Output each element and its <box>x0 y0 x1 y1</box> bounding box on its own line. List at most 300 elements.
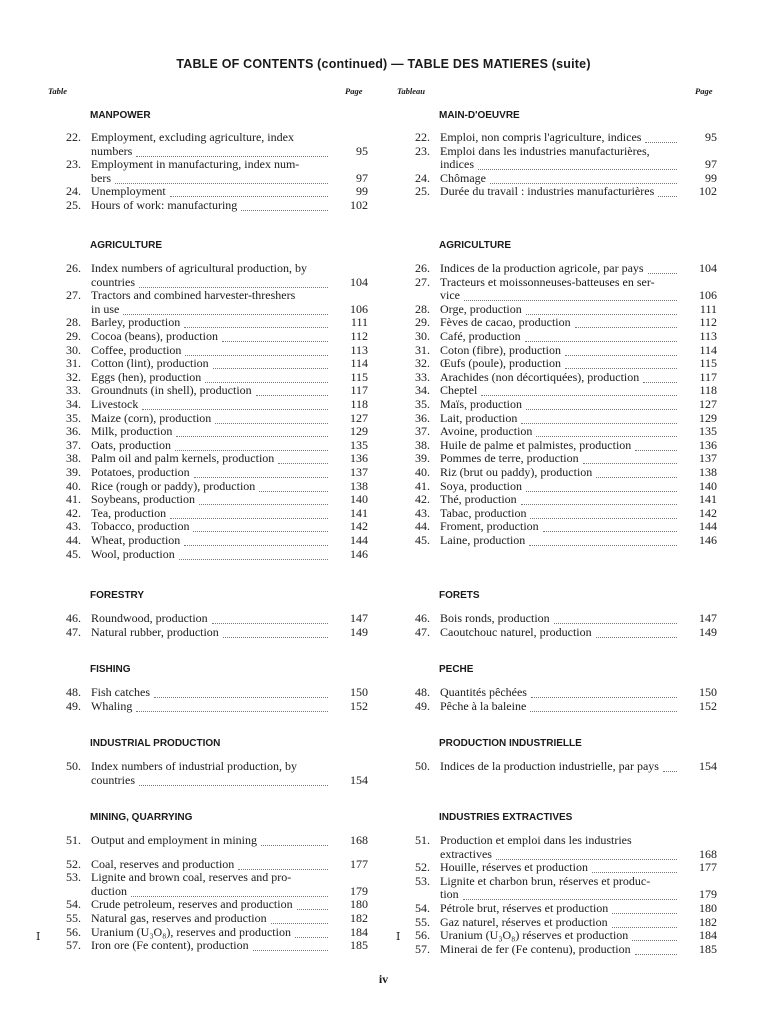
entry-number: 57. <box>415 941 430 956</box>
dot-leader <box>526 491 677 492</box>
entry-title: Thé, production <box>440 492 517 507</box>
entry-title: Eggs (hen), production <box>91 369 202 384</box>
toc-entry[interactable] <box>55 700 368 714</box>
entry-page: 137 <box>699 451 717 466</box>
toc-entry[interactable] <box>404 943 717 957</box>
entry-title: Maize (corn), production <box>91 410 212 425</box>
dot-leader <box>658 196 677 197</box>
toc-entry[interactable] <box>404 700 717 714</box>
entry-page: 177 <box>699 860 717 875</box>
dot-leader <box>223 637 328 638</box>
toc-entry[interactable] <box>55 344 368 358</box>
toc-entry[interactable] <box>55 480 368 494</box>
toc-entry[interactable] <box>404 131 717 145</box>
toc-entry[interactable] <box>55 686 368 700</box>
entry-page: 102 <box>699 184 717 199</box>
dot-leader <box>139 785 328 786</box>
toc-entry[interactable] <box>404 466 717 480</box>
toc-entry[interactable] <box>404 276 717 303</box>
entry-page: 136 <box>699 437 717 452</box>
entry-number: 54. <box>66 897 81 912</box>
entry-page: 140 <box>350 492 368 507</box>
entry-page: 113 <box>350 342 368 357</box>
toc-entry[interactable] <box>404 303 717 317</box>
entry-number: 36. <box>415 410 430 425</box>
dot-leader <box>259 491 328 492</box>
dot-leader <box>478 169 677 170</box>
entry-number: 49. <box>415 698 430 713</box>
entry-page: 184 <box>699 928 717 943</box>
entry-number: 39. <box>66 465 81 479</box>
dot-leader <box>212 623 328 624</box>
entry-title: Barley, production <box>91 315 181 330</box>
dot-leader <box>635 450 677 451</box>
entry-title: Durée du travail : industries manufacturières <box>440 184 655 199</box>
toc-entry[interactable] <box>55 452 368 466</box>
dot-leader <box>575 327 677 328</box>
entry-number: 48. <box>66 685 81 699</box>
entry-page: 138 <box>699 465 717 479</box>
entry-title: Natural rubber, production <box>91 624 219 639</box>
entry-number: 26. <box>415 261 430 275</box>
entry-title: Minerai de fer (Fe contenu), production <box>440 941 631 956</box>
toc-entry[interactable] <box>404 834 717 861</box>
dot-leader <box>632 940 677 941</box>
toc-entry[interactable] <box>404 262 717 276</box>
entry-title: Employment in manufacturing, index num- <box>91 157 300 172</box>
entry-title: Maïs, production <box>440 397 522 411</box>
entry-title: Gaz naturel, réserves et production <box>440 914 608 929</box>
entry-page: 129 <box>699 410 717 425</box>
entry-number: 39. <box>415 451 430 466</box>
toc-entry[interactable] <box>404 172 717 186</box>
dot-leader <box>271 923 328 924</box>
entry-title: Natural gas, reserves and production <box>91 911 267 925</box>
dot-leader <box>170 518 328 519</box>
toc-entry[interactable] <box>404 507 717 521</box>
entry-number: 52. <box>415 860 430 875</box>
toc-entry[interactable] <box>55 131 368 158</box>
entry-title: Output and employment in mining <box>91 833 257 847</box>
entry-page: 185 <box>350 938 368 953</box>
entry-number: 40. <box>415 465 430 479</box>
toc-entry[interactable] <box>404 520 717 534</box>
entry-title: Potatoes, production <box>91 465 190 479</box>
entry-number: 24. <box>415 170 430 185</box>
entry-page: 152 <box>699 698 717 713</box>
page-column-label-fr: Page <box>695 86 713 96</box>
entry-page: 152 <box>350 698 368 713</box>
entry-number: 51. <box>415 833 430 847</box>
entry-number: 32. <box>415 356 430 371</box>
entry-page: 144 <box>699 519 717 534</box>
entry-page: 154 <box>699 759 717 773</box>
entry-page: 118 <box>350 397 368 411</box>
entry-number: 37. <box>415 424 430 439</box>
entry-page: 106 <box>699 288 717 303</box>
entry-title: Tracteurs et moissonneuses-batteuses en ser- <box>440 274 655 289</box>
section-title-manpower: MAIN-D'OEUVRE <box>439 110 520 121</box>
entry-number: 33. <box>66 383 81 398</box>
entry-title: bers <box>91 170 111 185</box>
dot-leader <box>184 545 328 546</box>
entry-page: 99 <box>705 170 717 185</box>
entry-title: Houille, réserves et production <box>440 860 588 875</box>
section-title-manpower: MANPOWER <box>90 110 151 121</box>
entry-number: 23. <box>415 143 430 158</box>
entry-title: Indices de la production industrielle, par pays <box>440 759 659 773</box>
entry-title: extractives <box>440 846 492 861</box>
tableau-column-label: Tableau <box>397 86 426 96</box>
entry-number: 29. <box>415 315 430 330</box>
toc-entry[interactable] <box>404 534 717 548</box>
entry-page: 146 <box>350 546 368 561</box>
dot-leader <box>136 711 328 712</box>
toc-entry[interactable] <box>55 262 368 289</box>
entry-title: Hours of work: manufacturing <box>91 198 238 212</box>
entry-number: 29. <box>66 329 81 343</box>
toc-entry[interactable] <box>404 412 717 426</box>
entry-page: 111 <box>699 301 717 316</box>
entry-number: 40. <box>66 478 81 493</box>
toc-entry[interactable] <box>55 398 368 412</box>
entry-title: Tea, production <box>91 505 167 520</box>
entry-number: 44. <box>66 533 81 547</box>
entry-page: 182 <box>350 911 368 925</box>
entry-page: 102 <box>350 198 368 212</box>
entry-page: 129 <box>350 424 368 439</box>
section-title-fishing: PECHE <box>439 664 474 675</box>
dot-leader <box>531 697 677 698</box>
toc-entry[interactable] <box>55 199 368 213</box>
entry-title: Tractors and combined harvester-threshers <box>91 288 296 303</box>
section-title-industrial: PRODUCTION INDUSTRIELLE <box>439 738 582 749</box>
entry-number: 48. <box>415 685 430 699</box>
toc-entry[interactable] <box>404 425 717 439</box>
toc-entry[interactable] <box>55 425 368 439</box>
toc-entry[interactable] <box>404 875 717 902</box>
entry-page: 149 <box>350 624 368 639</box>
toc-entry[interactable] <box>55 384 368 398</box>
toc-entry[interactable] <box>404 330 717 344</box>
entry-page: 135 <box>699 424 717 439</box>
toc-entry[interactable] <box>55 898 368 912</box>
toc-entry[interactable] <box>55 158 368 185</box>
toc-entry[interactable] <box>55 466 368 480</box>
toc-entry[interactable] <box>55 834 368 848</box>
entry-page: 180 <box>350 897 368 912</box>
section-title-industrial: INDUSTRIAL PRODUCTION <box>90 738 221 749</box>
entry-title: Froment, production <box>440 519 539 534</box>
entry-page: 111 <box>350 315 368 330</box>
toc-entry[interactable] <box>55 316 368 330</box>
entry-title: Bois ronds, production <box>440 611 550 625</box>
entry-title: Orge, production <box>440 301 522 316</box>
entry-number: 27. <box>66 288 81 303</box>
entry-title: countries <box>91 772 135 787</box>
entry-number: 52. <box>66 856 81 871</box>
entry-title: Pêche à la baleine <box>440 698 527 713</box>
toc-entry[interactable] <box>55 760 368 787</box>
entry-title: Wool, production <box>91 546 175 561</box>
toc-entry[interactable] <box>404 612 717 626</box>
entry-number: 42. <box>66 505 81 520</box>
entry-number: 30. <box>66 342 81 357</box>
entry-page: 140 <box>699 478 717 493</box>
section-title-mining: MINING, QUARRYING <box>90 812 193 823</box>
entry-title: Tobacco, production <box>91 519 190 534</box>
dot-leader <box>521 504 677 505</box>
dot-leader <box>596 477 677 478</box>
dot-leader <box>635 954 677 955</box>
entry-number: 35. <box>415 397 430 411</box>
entry-page: 115 <box>350 369 368 384</box>
toc-entry[interactable] <box>404 357 717 371</box>
dot-leader <box>261 845 328 846</box>
entry-page: 138 <box>350 478 368 493</box>
entry-page: 137 <box>350 465 368 479</box>
entry-number: 34. <box>66 397 81 411</box>
entry-page: 144 <box>350 533 368 547</box>
entry-page: 97 <box>356 170 368 185</box>
entry-title: Roundwood, production <box>91 611 208 625</box>
dot-leader <box>176 436 328 437</box>
page-title: TABLE OF CONTENTS (continued) — TABLE DES MATIERES (suite) <box>176 57 591 71</box>
dot-leader <box>295 937 328 938</box>
entry-number: 32. <box>66 369 81 384</box>
toc-entry[interactable] <box>55 493 368 507</box>
entry-number: 35. <box>66 410 81 425</box>
entry-number: 42. <box>415 492 430 507</box>
toc-entry[interactable] <box>55 330 368 344</box>
dot-leader <box>530 711 677 712</box>
toc-entry[interactable] <box>55 534 368 548</box>
entry-page: 95 <box>356 143 368 158</box>
toc-entry[interactable] <box>404 760 717 774</box>
entry-number: 43. <box>66 519 81 534</box>
dot-leader <box>222 341 328 342</box>
dot-leader <box>278 463 328 464</box>
entry-page: 146 <box>699 533 717 547</box>
entry-title: vice <box>440 288 460 303</box>
toc-entry[interactable] <box>404 493 717 507</box>
entry-page: 135 <box>350 437 368 452</box>
toc-entry[interactable] <box>55 507 368 521</box>
dot-leader <box>530 518 677 519</box>
dot-leader <box>543 531 677 532</box>
toc-entry[interactable] <box>404 480 717 494</box>
entry-title: Cheptel <box>440 383 478 398</box>
entry-number: 41. <box>415 478 430 493</box>
entry-page: 114 <box>699 342 717 357</box>
entry-title: Pétrole brut, réserves et production <box>440 901 609 915</box>
entry-number: 57. <box>66 938 81 953</box>
entry-page: 104 <box>350 274 368 289</box>
entry-number: 30. <box>415 329 430 343</box>
toc-entry[interactable] <box>55 548 368 562</box>
entry-title: Huile de palme et palmistes, production <box>440 437 632 452</box>
section-title-fishing: FISHING <box>90 664 131 675</box>
toc-entry[interactable] <box>55 371 368 385</box>
entry-number: 22. <box>66 130 81 144</box>
toc-entry[interactable] <box>404 145 717 172</box>
dot-leader <box>199 504 328 505</box>
entry-number: 45. <box>415 533 430 547</box>
entry-title: Oats, production <box>91 437 171 452</box>
entry-number: 28. <box>66 315 81 330</box>
entry-title: Quantités pêchées <box>440 685 527 699</box>
toc-entry[interactable] <box>55 858 368 872</box>
dot-leader <box>554 623 677 624</box>
dot-leader <box>215 423 328 424</box>
toc-entry[interactable] <box>55 612 368 626</box>
toc-entry[interactable] <box>55 289 368 316</box>
entry-number: 46. <box>415 611 430 625</box>
dot-leader <box>583 463 677 464</box>
entry-page: 142 <box>699 505 717 520</box>
dot-leader <box>612 913 677 914</box>
entry-page: 154 <box>350 772 368 787</box>
dot-leader <box>213 368 328 369</box>
toc-entry[interactable] <box>404 344 717 358</box>
toc-entry[interactable] <box>55 439 368 453</box>
entry-title: Caoutchouc naturel, production <box>440 624 592 639</box>
page-number: iv <box>378 972 389 986</box>
entry-page: 113 <box>699 329 717 343</box>
entry-title: duction <box>91 883 127 898</box>
entry-title: Soya, production <box>440 478 522 493</box>
toc-entry[interactable] <box>404 371 717 385</box>
toc-entry[interactable] <box>55 357 368 371</box>
entry-title: Wheat, production <box>91 533 181 547</box>
entry-title: Employment, excluding agriculture, index <box>91 130 294 144</box>
toc-entry[interactable] <box>55 626 368 640</box>
dot-leader <box>179 559 328 560</box>
toc-entry[interactable] <box>55 412 368 426</box>
toc-entry[interactable] <box>55 926 368 940</box>
dot-leader <box>645 142 677 143</box>
entry-page: 141 <box>350 505 368 520</box>
entry-title: Emploi, non compris l'agriculture, indices <box>440 130 642 144</box>
entry-page: 149 <box>699 624 717 639</box>
entry-number: 53. <box>415 873 430 888</box>
dot-leader <box>525 341 677 342</box>
entry-title: Coal, reserves and production <box>91 856 235 871</box>
entry-title: Uranium (U₃O₈), reserves and production <box>91 924 291 939</box>
entry-page: 99 <box>356 184 368 199</box>
entry-number: 31. <box>415 342 430 357</box>
section-title-agriculture: AGRICULTURE <box>439 240 512 251</box>
entry-title: Palm oil and palm kernels, production <box>91 451 275 466</box>
entry-number: 47. <box>415 624 430 639</box>
toc-entry[interactable] <box>404 861 717 875</box>
toc-entry[interactable] <box>404 439 717 453</box>
dot-leader <box>596 637 677 638</box>
entry-page: 112 <box>699 315 717 330</box>
entry-page: 95 <box>705 130 717 144</box>
entry-number: 46. <box>66 611 81 625</box>
dot-leader <box>529 545 677 546</box>
toc-entry[interactable] <box>55 912 368 926</box>
toc-entry[interactable] <box>55 520 368 534</box>
entry-title: Pommes de terre, production <box>440 451 579 466</box>
entry-number: 37. <box>66 437 81 452</box>
entry-title: Indices de la production agricole, par pays <box>440 261 644 275</box>
entry-title: Cotton (lint), production <box>91 356 209 371</box>
entry-title: Whaling <box>91 698 133 713</box>
entry-page: 136 <box>350 451 368 466</box>
entry-page: 117 <box>699 369 717 384</box>
entry-number: 41. <box>66 492 81 507</box>
entry-title: Milk, production <box>91 424 173 439</box>
table-column-label: Table <box>48 86 68 96</box>
entry-number: 50. <box>66 759 81 773</box>
entry-page: 168 <box>350 833 368 847</box>
entry-number: 23. <box>66 157 81 172</box>
entry-page: 147 <box>699 611 717 625</box>
entry-number: 47. <box>66 624 81 639</box>
entry-title: Groundnuts (in shell), production <box>91 383 252 398</box>
toc-entry[interactable] <box>404 398 717 412</box>
entry-title: Lignite et charbon brun, réserves et produc- <box>440 873 651 888</box>
entry-page: 185 <box>699 941 717 956</box>
dot-leader <box>526 409 677 410</box>
entry-page: 150 <box>350 685 368 699</box>
entry-title: Cocoa (beans), production <box>91 329 218 343</box>
toc-entry[interactable] <box>404 929 717 943</box>
entry-page: 117 <box>350 383 368 398</box>
toc-entry[interactable] <box>55 871 368 898</box>
toc-entry[interactable] <box>55 185 368 199</box>
entry-title: Tabac, production <box>440 505 527 520</box>
entry-title: indices <box>440 157 474 172</box>
entry-page: 118 <box>699 383 717 398</box>
toc-entry[interactable] <box>404 316 717 330</box>
margin-mark: Ⅰ <box>36 931 41 943</box>
entry-title: Arachides (non décortiquées), production <box>440 369 640 384</box>
entry-page: 114 <box>350 356 368 371</box>
toc-entry[interactable] <box>404 902 717 916</box>
entry-number: 31. <box>66 356 81 371</box>
entry-page: 147 <box>350 611 368 625</box>
entry-number: 49. <box>66 698 81 713</box>
entry-number: 38. <box>66 451 81 466</box>
margin-mark-fr: Ⅰ <box>396 931 401 943</box>
dot-leader <box>643 382 677 383</box>
entry-number: 43. <box>415 505 430 520</box>
toc-entry[interactable] <box>404 686 717 700</box>
toc-entry[interactable] <box>55 939 368 953</box>
toc-entry[interactable] <box>404 384 717 398</box>
entry-page: 184 <box>350 924 368 939</box>
entry-page: 115 <box>699 356 717 371</box>
entry-title: Coffee, production <box>91 342 182 357</box>
entry-title: Production et emploi dans les industries <box>440 833 632 847</box>
toc-entry[interactable] <box>404 626 717 640</box>
entry-title: Index numbers of industrial production, by <box>91 759 297 773</box>
entry-page: 150 <box>699 685 717 699</box>
entry-page: 141 <box>699 492 717 507</box>
entry-page: 127 <box>699 397 717 411</box>
dot-leader <box>256 395 328 396</box>
toc-entry[interactable] <box>404 916 717 930</box>
toc-entry[interactable] <box>404 185 717 199</box>
entry-title: countries <box>91 274 135 289</box>
toc-entry[interactable] <box>404 452 717 466</box>
page-column-label: Page <box>345 86 363 96</box>
entry-page: 177 <box>350 856 368 871</box>
entry-title: Riz (brut ou paddy), production <box>440 465 593 479</box>
